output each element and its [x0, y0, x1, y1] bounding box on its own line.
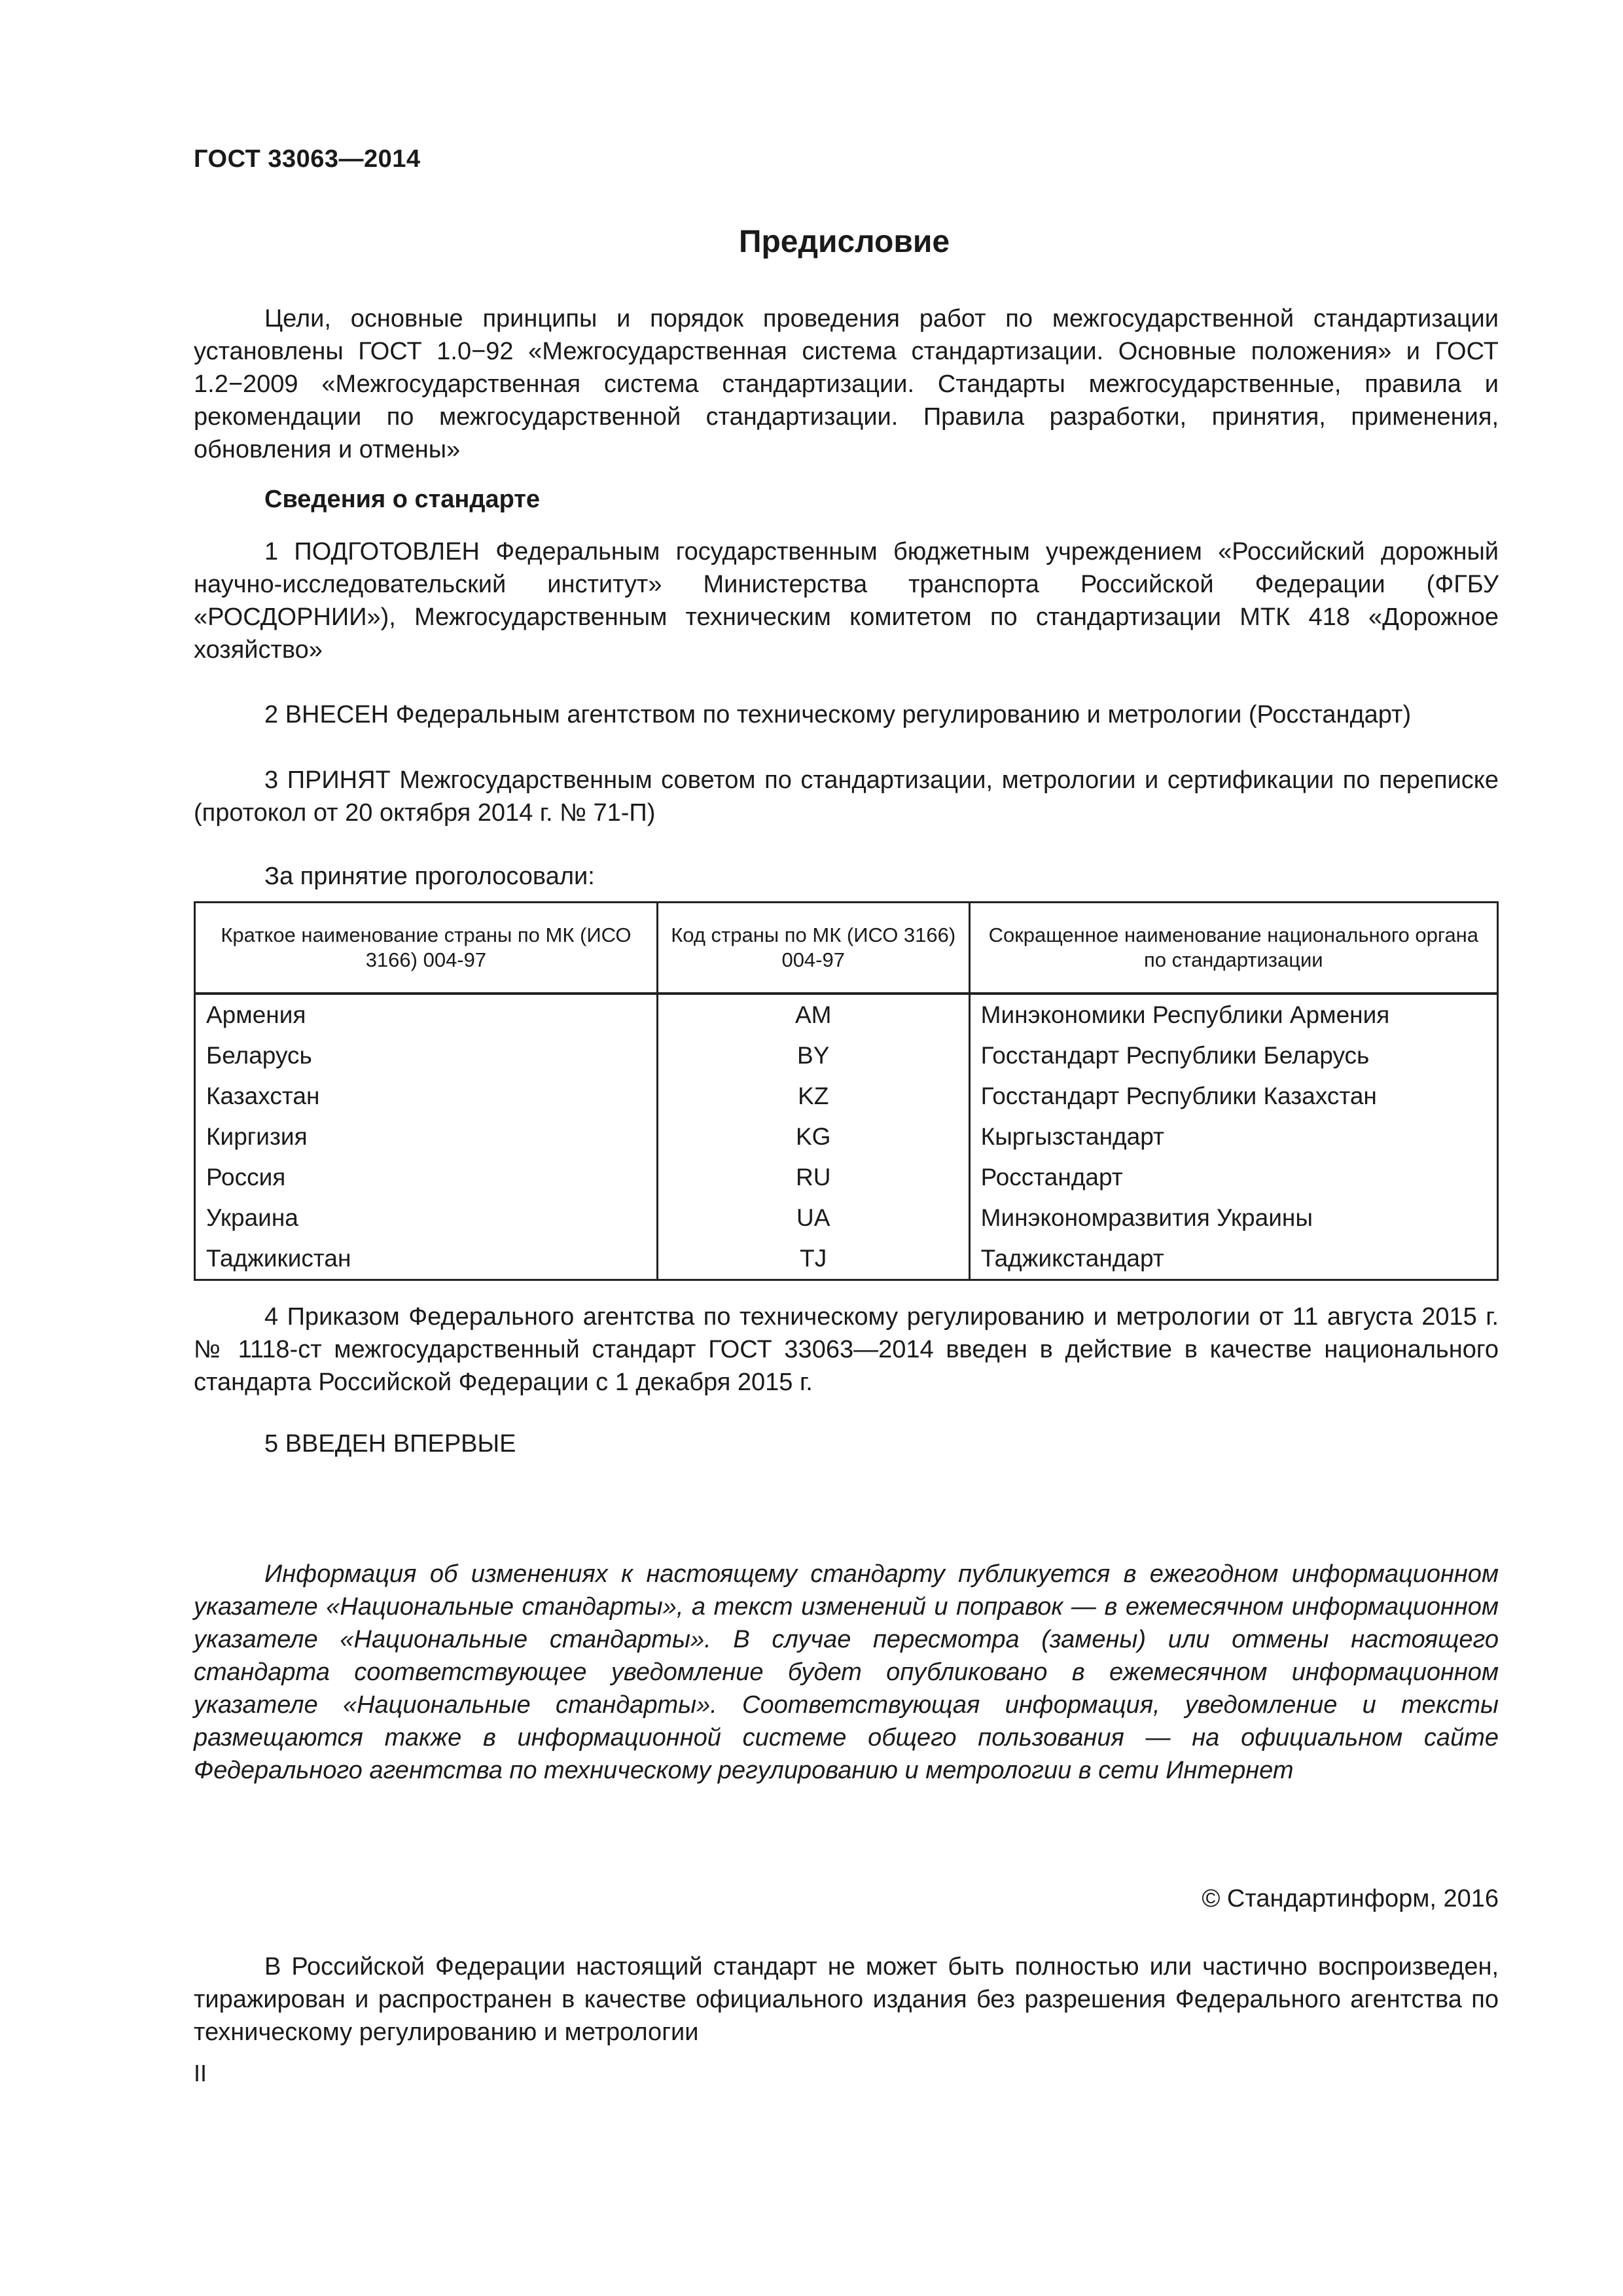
table-header-row [195, 903, 1498, 994]
page-title: Предисловие [738, 224, 950, 259]
country-cell: Россия [195, 1157, 658, 1198]
item-prepared: 1 ПОДГОТОВЛЕН Федеральным государственным бюджетным учреждением «Российский дорожный научно-исследовательский институт» Министерства транспорта Российской Федерации (ФГБУ «РОСДОРНИИ»), Межгосударственным техническим комитетом по стандартизации МТК 418 «Дорожное хозяйство» [194, 538, 1499, 664]
rights-notice: В Российской Федерации настоящий стандарт не может быть полностью или частично воспроизведен, тиражирован и распространен в качестве официального издания без разрешения Федерального агентства по техническому регулированию и метрологии [194, 1953, 1499, 2046]
table-row [195, 1035, 1498, 1076]
column-header-body: Сокращенное наименование национального органа по стандартизации [969, 903, 1497, 994]
body-cell: Минэкономики Республики Армения [969, 994, 1497, 1035]
code-cell: UA [657, 1198, 969, 1238]
table-row [195, 1198, 1498, 1238]
country-cell: Украина [195, 1198, 658, 1238]
column-header-code: Код страны по МК (ИСО 3166) 004-97 [657, 903, 969, 994]
table-row [195, 1076, 1498, 1117]
country-cell: Таджикистан [195, 1238, 658, 1280]
item-adopted: 3 ПРИНЯТ Межгосударственным советом по стандартизации, метрологии и сертификации по переписке (протокол от 20 октября 2014 г. № 71-П) [194, 766, 1499, 827]
copyright: © Стандартинформ, 2016 [1202, 1885, 1499, 1912]
code-cell: TJ [657, 1238, 969, 1280]
table-row [195, 1117, 1498, 1157]
code-cell: AM [657, 994, 969, 1035]
country-cell: Киргизия [195, 1117, 658, 1157]
body-cell: Кыргызстандарт [969, 1117, 1497, 1157]
code-cell: KZ [657, 1076, 969, 1117]
body-cell: Госстандарт Республики Казахстан [969, 1076, 1497, 1117]
table-row [195, 1238, 1498, 1280]
country-cell: Армения [195, 994, 658, 1035]
item-order: 4 Приказом Федерального агентства по техническому регулированию и метрологии от 11 августа 2015 г. № 1118-ст межгосударственный стандарт ГОСТ 33063—2014 введен в действие в качестве национального стандарта Российской Федерации с 1 декабря 2015 г. [194, 1303, 1499, 1396]
section-heading: Сведения о стандарте [264, 486, 541, 513]
code-cell: BY [657, 1035, 969, 1076]
country-cell: Казахстан [195, 1076, 658, 1117]
code-cell: KG [657, 1117, 969, 1157]
voting-table [194, 901, 1499, 1281]
intro-paragraph: Цели, основные принципы и порядок проведения работ по межгосударственной стандартизации установлены ГОСТ 1.0−92 «Межгосударственная система стандартизации. Основные положения» и ГОСТ 1.2−2009 «Межгосударственная система стандартизации. Стандарты межгосударственные, правила и рекомендации по межгосударственной стандартизации. Правила разработки, принятия, применения, обновления и отмены» [194, 305, 1499, 463]
item-first: 5 ВВЕДЕН ВПЕРВЫЕ [264, 1430, 516, 1458]
voting-label: За принятие проголосовали: [264, 863, 595, 890]
item-introduced: 2 ВНЕСЕН Федеральным агентством по техническому регулированию и метрологии (Росстандарт) [264, 701, 1412, 728]
body-cell: Таджикстандарт [969, 1238, 1497, 1280]
table-row [195, 994, 1498, 1035]
body-cell: Росстандарт [969, 1157, 1497, 1198]
standard-code: ГОСТ 33063—2014 [194, 145, 421, 173]
country-cell: Беларусь [195, 1035, 658, 1076]
info-notice: Информация об изменениях к настоящему стандарту публикуется в ежегодном информационном указателе «Национальные стандарты», а текст изменений и поправок — в ежемесячном информационном указателе «Национальные стандарты». В случае пересмотра (замены) или отмены настоящего стандарта соответствующее уведомление будет опубликовано в ежемесячном информационном указателе «Национальные стандарты». Соответствующая информация, уведомление и тексты размещаются также в информационной системе общего пользования — на официальном сайте Федерального агентства по техническому регулированию и метрологии в сети Интернет [194, 1560, 1499, 1784]
body-cell: Минэкономразвития Украины [969, 1198, 1497, 1238]
page-number: II [194, 2060, 207, 2087]
code-cell: RU [657, 1157, 969, 1198]
table-row [195, 1157, 1498, 1198]
column-header-country: Краткое наименование страны по МК (ИСО 3166) 004-97 [195, 903, 658, 994]
body-cell: Госстандарт Республики Беларусь [969, 1035, 1497, 1076]
